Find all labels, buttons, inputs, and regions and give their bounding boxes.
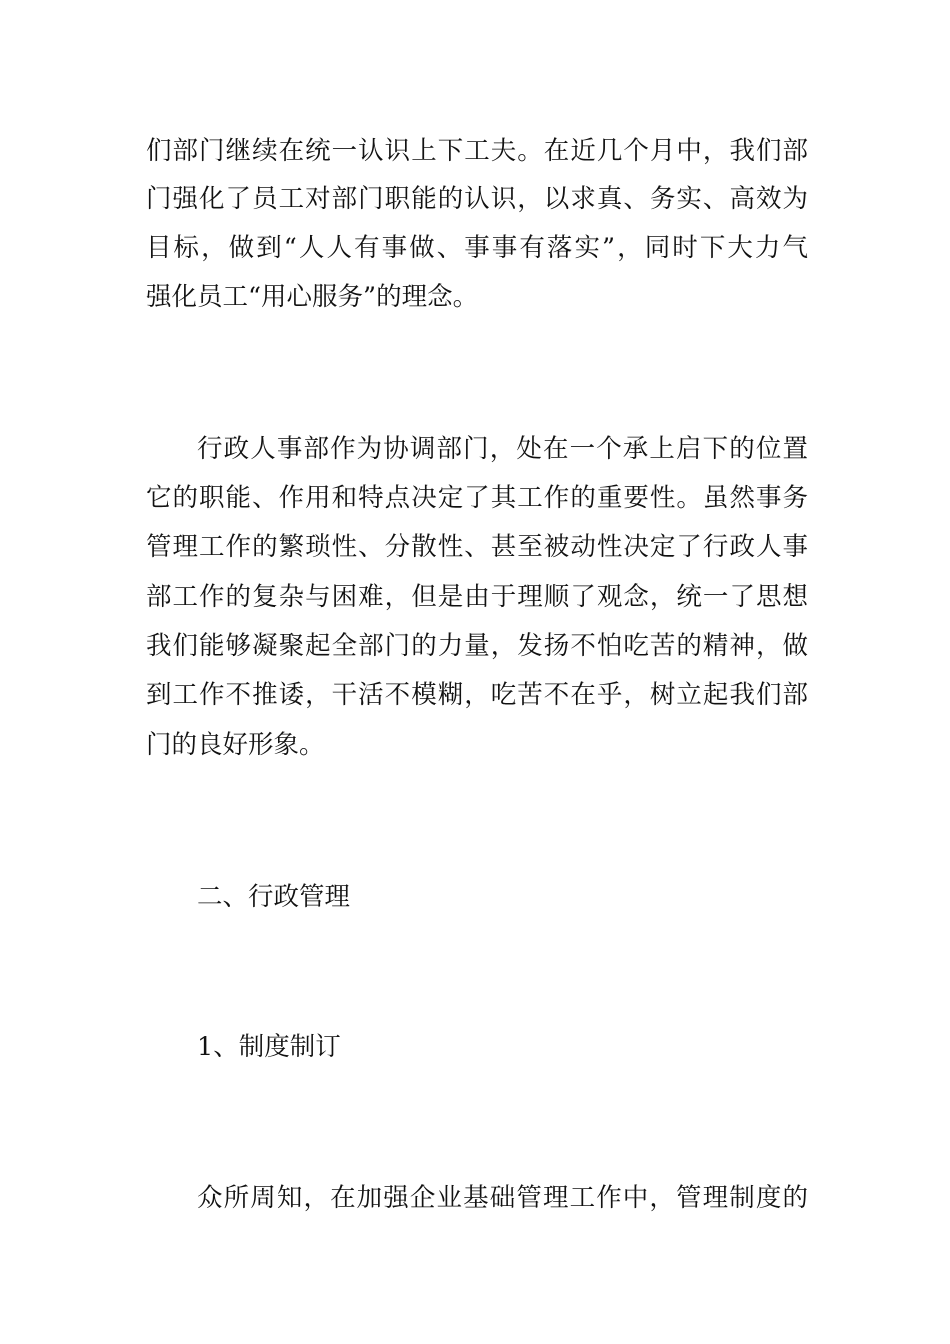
text-line: 部工作的复杂与困难，但是由于理顺了观念，统一了思想 [146, 582, 808, 612]
text-line: 门的良好形象。 [146, 730, 325, 760]
text-line: 我们能够凝聚起全部门的力量，发扬不怕吃苦的精神，做 [146, 631, 808, 661]
text-line: 目标，做到“人人有事做、事事有落实”，同时下大力气 [146, 233, 808, 263]
text-line: 强化员工“用心服务”的理念。 [146, 282, 479, 312]
subsection-heading: 1、制度制订 [197, 1032, 341, 1062]
text-line: 管理工作的繁琐性、分散性、甚至被动性决定了行政人事 [146, 532, 808, 562]
text-line: 门强化了员工对部门职能的认识，以求真、务实、高效为 [146, 184, 808, 214]
text-line: 众所周知，在加强企业基础管理工作中，管理制度的 [197, 1183, 808, 1213]
section-heading: 二、行政管理 [197, 882, 351, 912]
text-line: 到工作不推诿，干活不模糊，吃苦不在乎，树立起我们部 [146, 680, 808, 710]
text-line: 们部门继续在统一认识上下工夫。在近几个月中，我们部 [146, 136, 808, 166]
text-line: 行政人事部作为协调部门，处在一个承上启下的位置 [197, 434, 808, 464]
text-line: 它的职能、作用和特点决定了其工作的重要性。虽然事务 [146, 483, 808, 513]
